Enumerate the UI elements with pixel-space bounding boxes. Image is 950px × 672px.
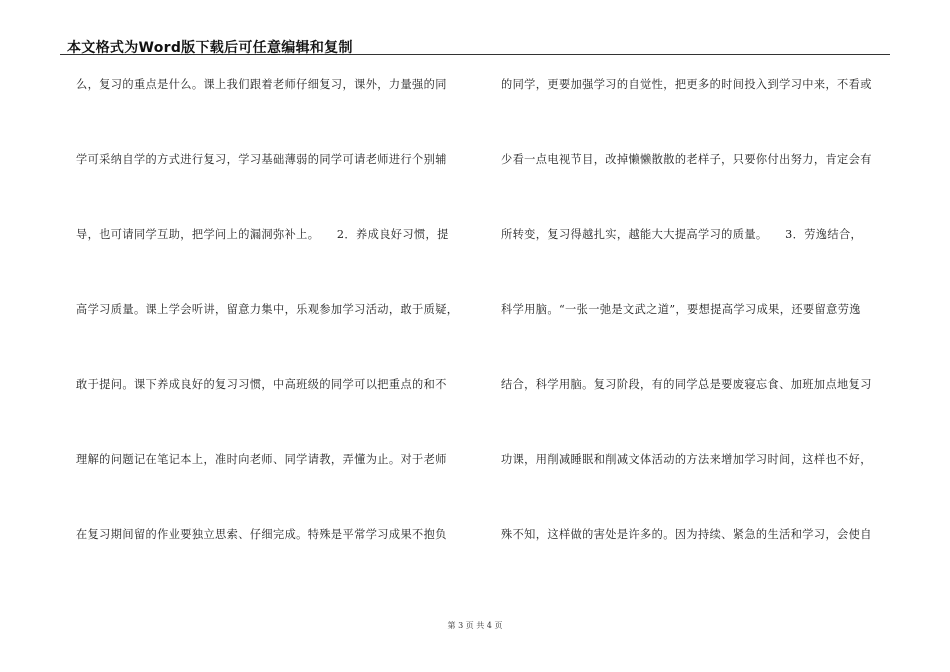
text-line: 高学习质量。课上学会听讲，留意力集中，乐观参加学习活动，敢于质疑， (76, 303, 459, 316)
text-line: 功课，用削减睡眠和削减文体活动的方法来增加学习时间，这样也不好， (501, 453, 872, 466)
text-line: 学可采纳自学的方式进行复习，学习基础薄弱的同学可请老师进行个别辅 (76, 153, 447, 166)
text-line: 敢于提问。课下养成良好的复习习惯，中高班级的同学可以把重点的和不 (76, 378, 447, 391)
text-line: 理解的问题记在笔记本上，准时向老师、同学请教，弄懂为止。对于老师 (76, 453, 447, 466)
page-header-title: 本文格式为Word版下载后可任意编辑和复制 (67, 40, 353, 56)
text-line: 在复习期间留的作业要独立思索、仔细完成。特殊是平常学习成果不抱负 (76, 528, 447, 541)
text-line: 殊不知，这样做的害处是许多的。因为持续、紧急的生活和学习，会使自 (501, 528, 872, 541)
text-line: 科学用脑。“一张一弛是文武之道”，要想提高学习成果，还要留意劳逸 (501, 303, 861, 316)
text-line: 结合，科学用脑。复习阶段，有的同学总是要废寝忘食、加班加点地复习 (501, 378, 872, 391)
header-divider (60, 54, 890, 55)
text-line: 少看一点电视节目，改掉懒懒散散的老样子，只要你付出努力，肯定会有 (501, 153, 872, 166)
text-line: 么，复习的重点是什么。课上我们跟着老师仔细复习，课外，力量强的同 (76, 78, 447, 91)
text-line: 的同学，更要加强学习的自觉性，把更多的时间投入到学习中来，不看或 (501, 78, 872, 91)
text-line: 所转变，复习得越扎实，越能大大提高学习的质量。 3．劳逸结合， (501, 228, 863, 241)
page-number: 第 3 页 共 4 页 (447, 621, 503, 630)
text-line: 导，也可请同学互助，把学问上的漏洞弥补上。 2．养成良好习惯，提 (76, 228, 449, 241)
